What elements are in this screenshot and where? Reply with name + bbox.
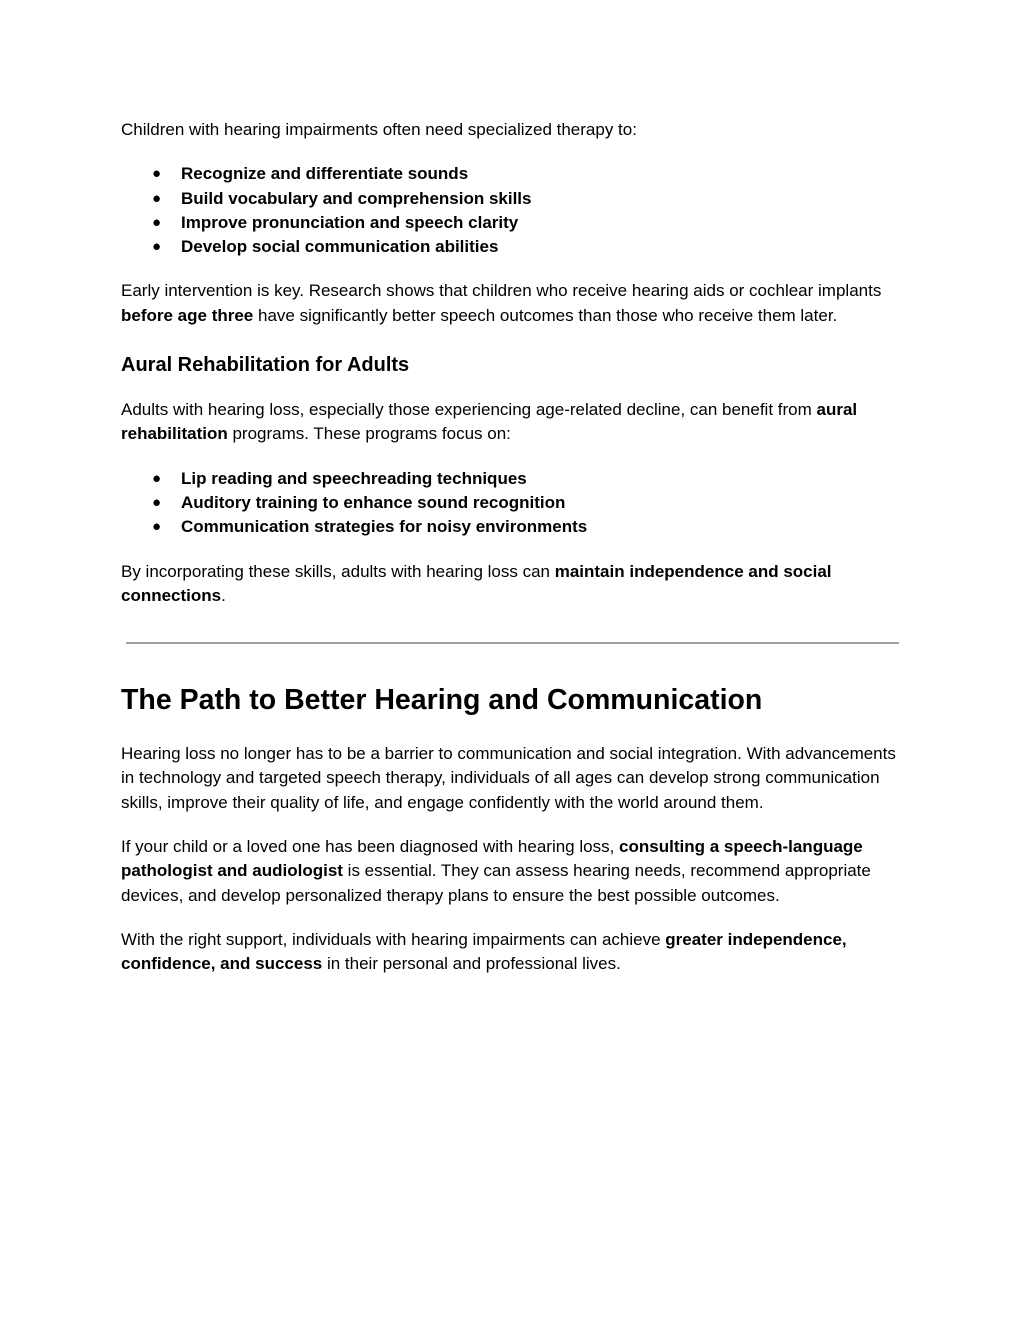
bullet-icon: ● — [152, 238, 162, 256]
bullet-icon: ● — [152, 493, 162, 511]
section-heading-adults: Aural Rehabilitation for Adults — [121, 354, 410, 377]
bullet-icon: ● — [152, 469, 162, 487]
bullet-icon: ● — [152, 213, 162, 231]
children-therapy-list — [121, 162, 901, 259]
early-intervention-paragraph: Early intervention is key. Research shows that children who receive hearing aids or cochlear implants before age three have significantly better speech outcomes than those who receive them later. — [121, 281, 882, 325]
adults-closing-paragraph: By incorporating these skills, adults with hearing loss can maintain independence and social connections. — [121, 561, 832, 605]
bullet-icon: ● — [152, 518, 162, 536]
bullet-icon: ● — [152, 165, 162, 183]
adults-focus-list — [121, 467, 901, 540]
document-page — [121, 118, 901, 977]
list-item: ● Communication strategies for noisy environments — [121, 515, 901, 539]
adults-intro-paragraph: Adults with hearing loss, especially those experiencing age-related decline, can benefit from aural rehabilitation programs. These programs focus on: — [121, 400, 858, 444]
path-paragraph-1: Hearing loss no longer has to be a barrier to communication and social integration. With advancements in technology and targeted speech therapy, individuals of all ages can develop strong communication skills, improve their quality of life, and engage confidently with the world around them. — [121, 744, 896, 812]
list-item: ● Lip reading and speechreading techniques — [121, 467, 901, 491]
bullet-icon: ● — [152, 189, 162, 207]
section-divider — [126, 642, 899, 644]
list-item: ● Recognize and differentiate sounds — [121, 162, 901, 186]
path-paragraph-3: With the right support, individuals with hearing impairments can achieve greater independence, confidence, and success in their personal and professional lives. — [121, 929, 847, 974]
list-item: ● Develop social communication abilities — [121, 235, 901, 259]
path-paragraph-2: If your child or a loved one has been diagnosed with hearing loss, consulting a speech-language pathologist and audiologist is essential. They can assess hearing needs, recommend appropriate devices, and develop personalized therapy plans to ensure the best possible outcomes. — [121, 837, 871, 905]
list-item: ● Build vocabulary and comprehension skills — [121, 187, 901, 211]
list-item: ● Auditory training to enhance sound recognition — [121, 491, 901, 515]
section-heading-path: The Path to Better Hearing and Communication — [121, 684, 763, 717]
list-item: ● Improve pronunciation and speech clarity — [121, 211, 901, 235]
intro-paragraph: Children with hearing impairments often need specialized therapy to: — [121, 120, 637, 139]
